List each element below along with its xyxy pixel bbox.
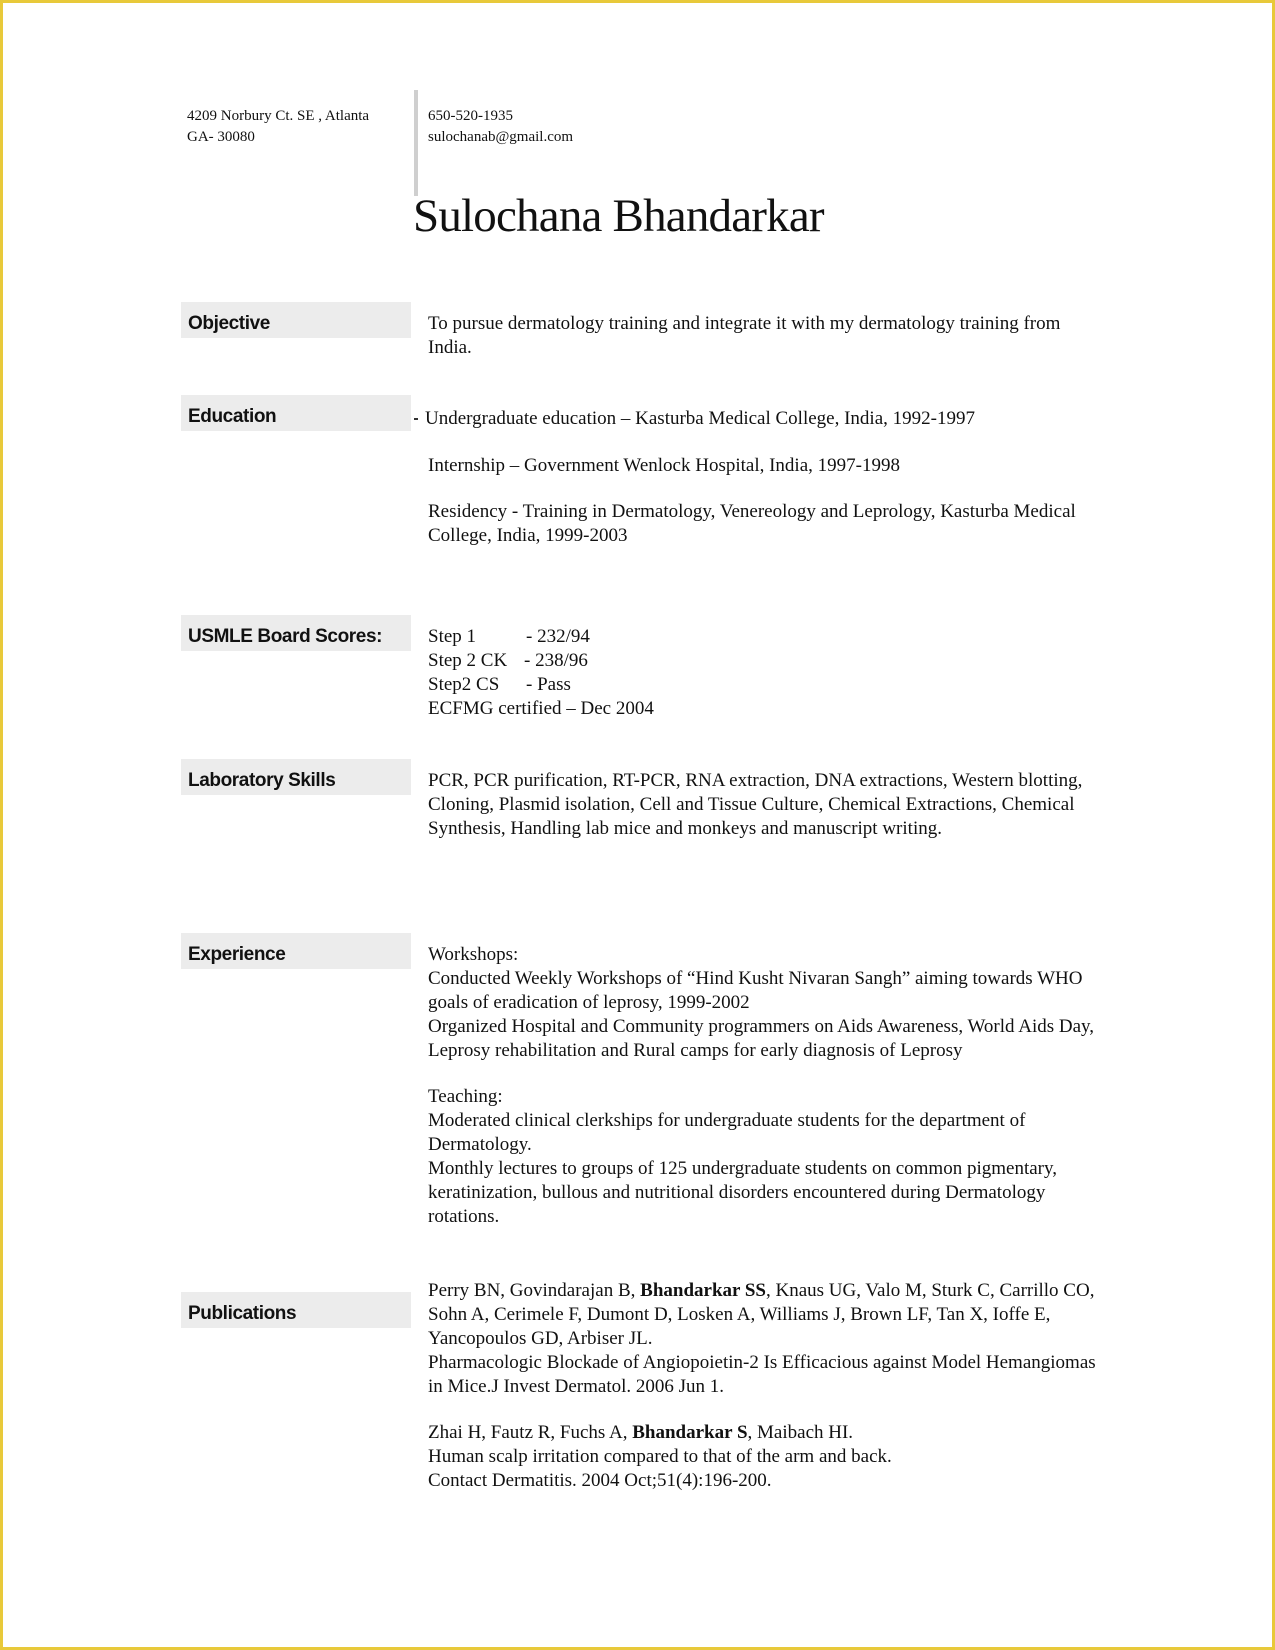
pub1-authors: Perry BN, Govindarajan B, — [428, 1280, 641, 1301]
pub2-authors: Zhai H, Fautz R, Fuchs A, — [428, 1422, 633, 1443]
education-list-2 — [428, 454, 1098, 548]
ecfmg-status: ECFMG certified – Dec 2004 — [428, 698, 654, 719]
usmle-step-name: Step 1 — [428, 626, 477, 647]
usmle-step-score: - Pass — [526, 674, 571, 695]
publication-2 — [428, 1421, 1098, 1493]
publication-1 — [428, 1279, 1098, 1399]
education-item-internship: Internship – Government Wenlock Hospital, India, 1997-1998 — [428, 455, 900, 476]
pub2-authors-rest: , Maibach HI. — [747, 1422, 854, 1443]
phone-number: 650-520-1935 — [428, 108, 513, 124]
address-line-1: 4209 Norbury Ct. SE , Atlanta — [187, 108, 370, 124]
section-label-experience: Experience — [181, 933, 411, 969]
usmle-row-step1 — [428, 625, 1098, 649]
workshop-item: Organized Hospital and Community programmers on Aids Awareness, World Aids Day, Leprosy rehabilitation and Rural camps for early diagnosis of Leprosy — [428, 1016, 1095, 1061]
usmle-step-score: - 238/96 — [524, 650, 588, 671]
pub1-title: Pharmacologic Blockade of Angiopoietin-2 Is Efficacious against Model Hemangiomas in Mice.J Invest Dermatol. 2006 Jun 1. — [428, 1352, 1096, 1397]
publications-list — [428, 1279, 1098, 1493]
workshop-item: Conducted Weekly Workshops of “Hind Kusht Nivaran Sangh” aiming towards WHO goals of eradication of leprosy, 1999-2002 — [428, 968, 1083, 1013]
objective-text: To pursue dermatology training and integrate it with my dermatology training from India. — [428, 313, 1061, 358]
usmle-step-name: Step 2 CK — [428, 650, 508, 671]
section-label-lab-skills: Laboratory Skills — [181, 759, 411, 795]
usmle-step-score: - 232/94 — [526, 626, 590, 647]
usmle-row-step2ck — [428, 649, 1098, 673]
section-label-objective: Objective — [181, 302, 411, 338]
section-label-education: Education — [181, 395, 411, 431]
email-address: sulochanab@gmail.com — [428, 129, 574, 145]
address-line-2: GA- 30080 — [187, 129, 255, 145]
section-label-publications: Publications — [181, 1292, 411, 1328]
usmle-row-step2cs — [428, 673, 1098, 697]
pub1-author-highlight: Bhandarkar SS — [640, 1280, 766, 1301]
pub1-authors-rest: , Knaus UG, Valo M, Sturk C, Carrillo CO, Sohn A, Cerimele F, Dumont D, Losken A, Williams J, Brown LF, Tan X, Ioffe E, Yancopoulos GD, Arbiser JL. — [428, 1280, 1095, 1349]
header-divider — [414, 90, 418, 196]
pub2-journal: Contact Dermatitis. 2004 Oct;51(4):196-200. — [428, 1470, 772, 1491]
education-item-undergrad: Undergraduate education – Kasturba Medical College, India, 1992-1997 — [425, 408, 975, 429]
applicant-name: Sulochana Bhandarkar — [413, 190, 824, 242]
teaching-item: Moderated clinical clerkships for undergraduate students for the department of Dermatology. — [428, 1110, 1026, 1155]
experience-text — [428, 943, 1098, 1229]
pub2-author-highlight: Bhandarkar S — [632, 1422, 748, 1443]
education-list — [425, 407, 1095, 431]
workshops-heading: Workshops: — [428, 944, 519, 965]
contact-block — [428, 106, 573, 148]
pub2-title: Human scalp irritation compared to that of the arm and back. — [428, 1446, 892, 1467]
teaching-heading: Teaching: — [428, 1086, 503, 1107]
education-item-residency: Residency - Training in Dermatology, Venereology and Leprology, Kasturba Medical College, India, 1999-2003 — [428, 501, 1076, 546]
address-block — [187, 106, 369, 148]
usmle-step-name: Step2 CS — [428, 674, 500, 695]
education-tick-mark — [414, 418, 418, 420]
lab-skills-text: PCR, PCR purification, RT-PCR, RNA extraction, DNA extractions, Western blotting, Cloning, Plasmid isolation, Cell and Tissue Culture, Chemical Extractions, Chemical Synthesis, Handling lab mice and monkeys and manuscript writing. — [428, 770, 1083, 839]
section-label-usmle: USMLE Board Scores: — [181, 615, 411, 651]
teaching-item: Monthly lectures to groups of 125 undergraduate students on common pigmentary, keratinization, bullous and nutritional disorders encountered during Dermatology rotations. — [428, 1158, 1057, 1227]
usmle-scores — [428, 625, 1098, 721]
